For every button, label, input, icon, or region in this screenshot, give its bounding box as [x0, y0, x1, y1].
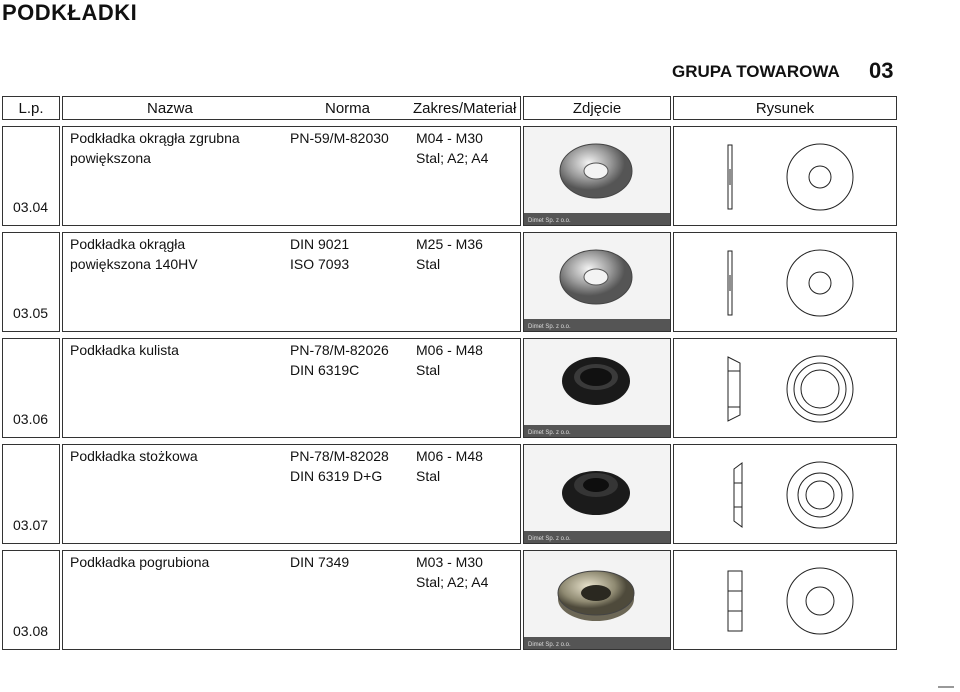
- spherical-washer-drawing-icon: [674, 339, 896, 442]
- row-lp: 03.04: [13, 199, 49, 215]
- page-title: PODKŁADKI: [2, 0, 138, 25]
- flat-washer-icon: [524, 127, 670, 218]
- group-number: 03: [869, 58, 894, 83]
- row-norm-line1: PN-78/M-82026: [290, 342, 389, 358]
- photo-watermark: Dimet Sp. z o.o.: [528, 324, 571, 330]
- row-name-line2: powiększona: [70, 150, 151, 166]
- photo-watermark: Dimet Sp. z o.o.: [528, 218, 571, 224]
- row-material: Stal; A2; A4: [416, 574, 489, 590]
- row-material: Stal; A2; A4: [416, 150, 489, 166]
- flat-washer-drawing-icon: [674, 127, 896, 230]
- row-info-cell: [62, 444, 521, 544]
- row-drawing: [673, 232, 897, 332]
- row-name-line2: powiększona 140HV: [70, 256, 198, 272]
- header-range: Zakres/Materiał: [413, 100, 517, 117]
- flat-washer-drawing-icon: [674, 233, 896, 336]
- row-photo: [523, 338, 671, 438]
- row-drawing: [673, 444, 897, 544]
- row-name-line1: Podkładka kulista: [70, 342, 179, 358]
- thick-washer-drawing-icon: [674, 551, 896, 654]
- header-lp: L.p.: [2, 96, 60, 120]
- thick-washer-icon: [524, 551, 670, 642]
- photo-watermark: Dimet Sp. z o.o.: [528, 430, 571, 436]
- row-range: M04 - M30: [416, 130, 483, 146]
- row-name-line1: Podkładka okrągła zgrubna: [70, 130, 240, 146]
- row-photo: [523, 444, 671, 544]
- row-norm-line2: ISO 7093: [290, 256, 350, 272]
- row-material: Stal: [416, 256, 441, 272]
- row-info-cell: [62, 338, 521, 438]
- spherical-washer-icon: [524, 339, 670, 430]
- header-photo: Zdjęcie: [523, 96, 671, 120]
- photo-watermark: Dimet Sp. z o.o.: [528, 536, 571, 542]
- row-info-cell: [62, 126, 521, 226]
- row-name-line1: Podkładka stożkowa: [70, 448, 198, 464]
- page-corner-mark: [938, 686, 954, 688]
- row-name-line1: Podkładka pogrubiona: [70, 554, 210, 570]
- header-norm: Norma: [325, 100, 371, 117]
- row-range: M06 - M48: [416, 342, 483, 358]
- row-drawing: [673, 126, 897, 226]
- row-lp-cell: [2, 550, 60, 650]
- row-norm-line1: DIN 9021: [290, 236, 350, 252]
- row-range: M03 - M30: [416, 554, 483, 570]
- row-lp-cell: [2, 338, 60, 438]
- row-norm-line1: PN-78/M-82028: [290, 448, 389, 464]
- row-lp: 03.08: [13, 623, 49, 639]
- row-range: M06 - M48: [416, 448, 483, 464]
- header-main: [62, 96, 521, 120]
- row-drawing: [673, 338, 897, 438]
- row-name-line1: Podkładka okrągła: [70, 236, 186, 252]
- row-lp-cell: [2, 232, 60, 332]
- row-lp: 03.05: [13, 305, 49, 321]
- row-norm-line2: DIN 6319 D+G: [290, 468, 383, 484]
- conical-washer-drawing-icon: [674, 445, 896, 548]
- row-photo: [523, 126, 671, 226]
- row-info-cell: [62, 232, 521, 332]
- row-material: Stal: [416, 468, 441, 484]
- row-photo: [523, 550, 671, 650]
- header-name: Nazwa: [147, 100, 193, 117]
- row-range: M25 - M36: [416, 236, 483, 252]
- flat-washer-icon: [524, 233, 670, 324]
- row-norm-line2: DIN 6319C: [290, 362, 360, 378]
- row-material: Stal: [416, 362, 441, 378]
- row-photo: [523, 232, 671, 332]
- row-info-cell: [62, 550, 521, 650]
- header-drawing: Rysunek: [673, 96, 897, 120]
- photo-watermark: Dimet Sp. z o.o.: [528, 642, 571, 648]
- row-lp-cell: [2, 126, 60, 226]
- row-lp: 03.07: [13, 517, 49, 533]
- row-norm-line1: DIN 7349: [290, 554, 350, 570]
- conical-washer-icon: [524, 445, 670, 536]
- row-norm-line1: PN-59/M-82030: [290, 130, 389, 146]
- row-lp: 03.06: [13, 411, 49, 427]
- group-label: GRUPA TOWAROWA: [672, 62, 840, 81]
- row-lp-cell: [2, 444, 60, 544]
- row-drawing: [673, 550, 897, 650]
